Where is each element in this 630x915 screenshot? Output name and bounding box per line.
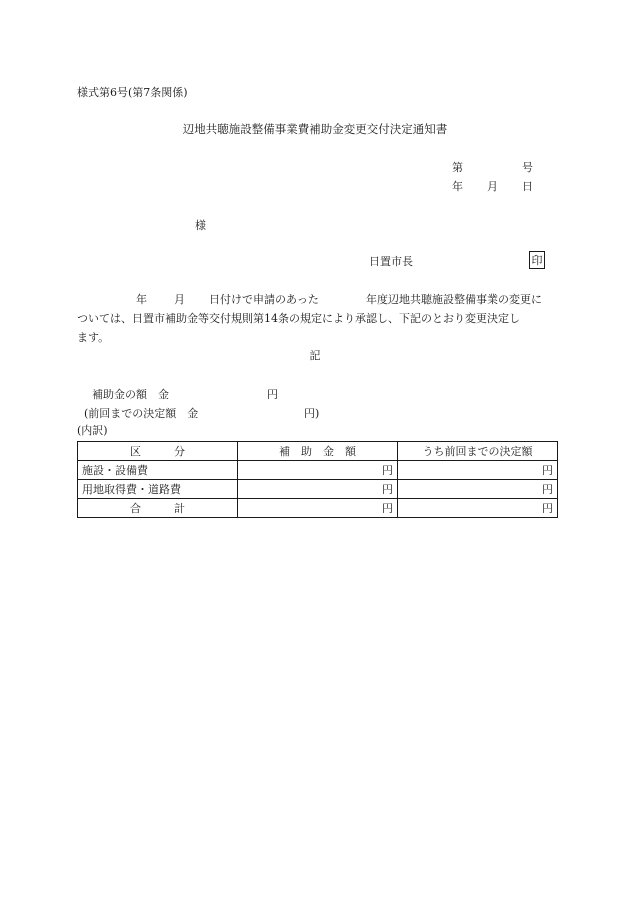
table-header-row	[78, 442, 558, 461]
date-day: 日	[522, 180, 533, 193]
issuer-name: 日置市長	[369, 255, 413, 268]
row-amount: 円	[238, 480, 398, 499]
body-text-line3: ます。	[77, 331, 110, 344]
table-row	[78, 480, 558, 499]
ki-heading: 記	[309, 349, 321, 362]
subsidy-amount-label: 補助金の額 金	[92, 388, 169, 401]
row-previous: 円	[398, 499, 558, 518]
row-previous: 円	[398, 461, 558, 480]
row-label: 合 計	[78, 499, 238, 518]
header-previous-amount: うち前回までの決定額	[398, 442, 558, 461]
row-label: 用地取得費・道路費	[78, 480, 238, 499]
date-month: 月	[487, 180, 498, 193]
row-amount: 円	[238, 499, 398, 518]
breakdown-table	[77, 441, 558, 518]
seal-mark: 印	[529, 251, 545, 269]
form-number: 様式第6号(第7条関係)	[77, 86, 188, 99]
subsidy-amount-yen: 円	[267, 388, 278, 401]
document-title: 辺地共聴施設整備事業費補助金変更交付決定通知書	[182, 122, 448, 136]
header-subsidy-amount: 補 助 金 額	[238, 442, 398, 461]
ref-go: 号	[522, 161, 533, 174]
header-category: 区 分	[78, 442, 238, 461]
row-label: 施設・設備費	[78, 461, 238, 480]
body-year: 年	[136, 293, 147, 306]
body-text-line2: ついては、日置市補助金等交付規則第14条の規定により承認し、下記のとおり変更決定し	[77, 312, 520, 325]
previous-amount-label: (前回までの決定額 金	[84, 407, 199, 420]
breakdown-caption: (内訳)	[77, 424, 108, 437]
body-month: 月	[174, 293, 185, 306]
body-text-end: 年度辺地共聴施設整備事業の変更に	[366, 293, 542, 306]
row-previous: 円	[398, 480, 558, 499]
row-amount: 円	[238, 461, 398, 480]
date-year: 年	[452, 180, 463, 193]
previous-amount-yen: 円)	[304, 407, 320, 420]
ref-dai: 第	[452, 161, 463, 174]
addressee-honorific: 様	[195, 219, 206, 232]
table-row	[78, 499, 558, 518]
body-text-mid: 日付けで申請のあった	[209, 293, 319, 306]
table-row	[78, 461, 558, 480]
